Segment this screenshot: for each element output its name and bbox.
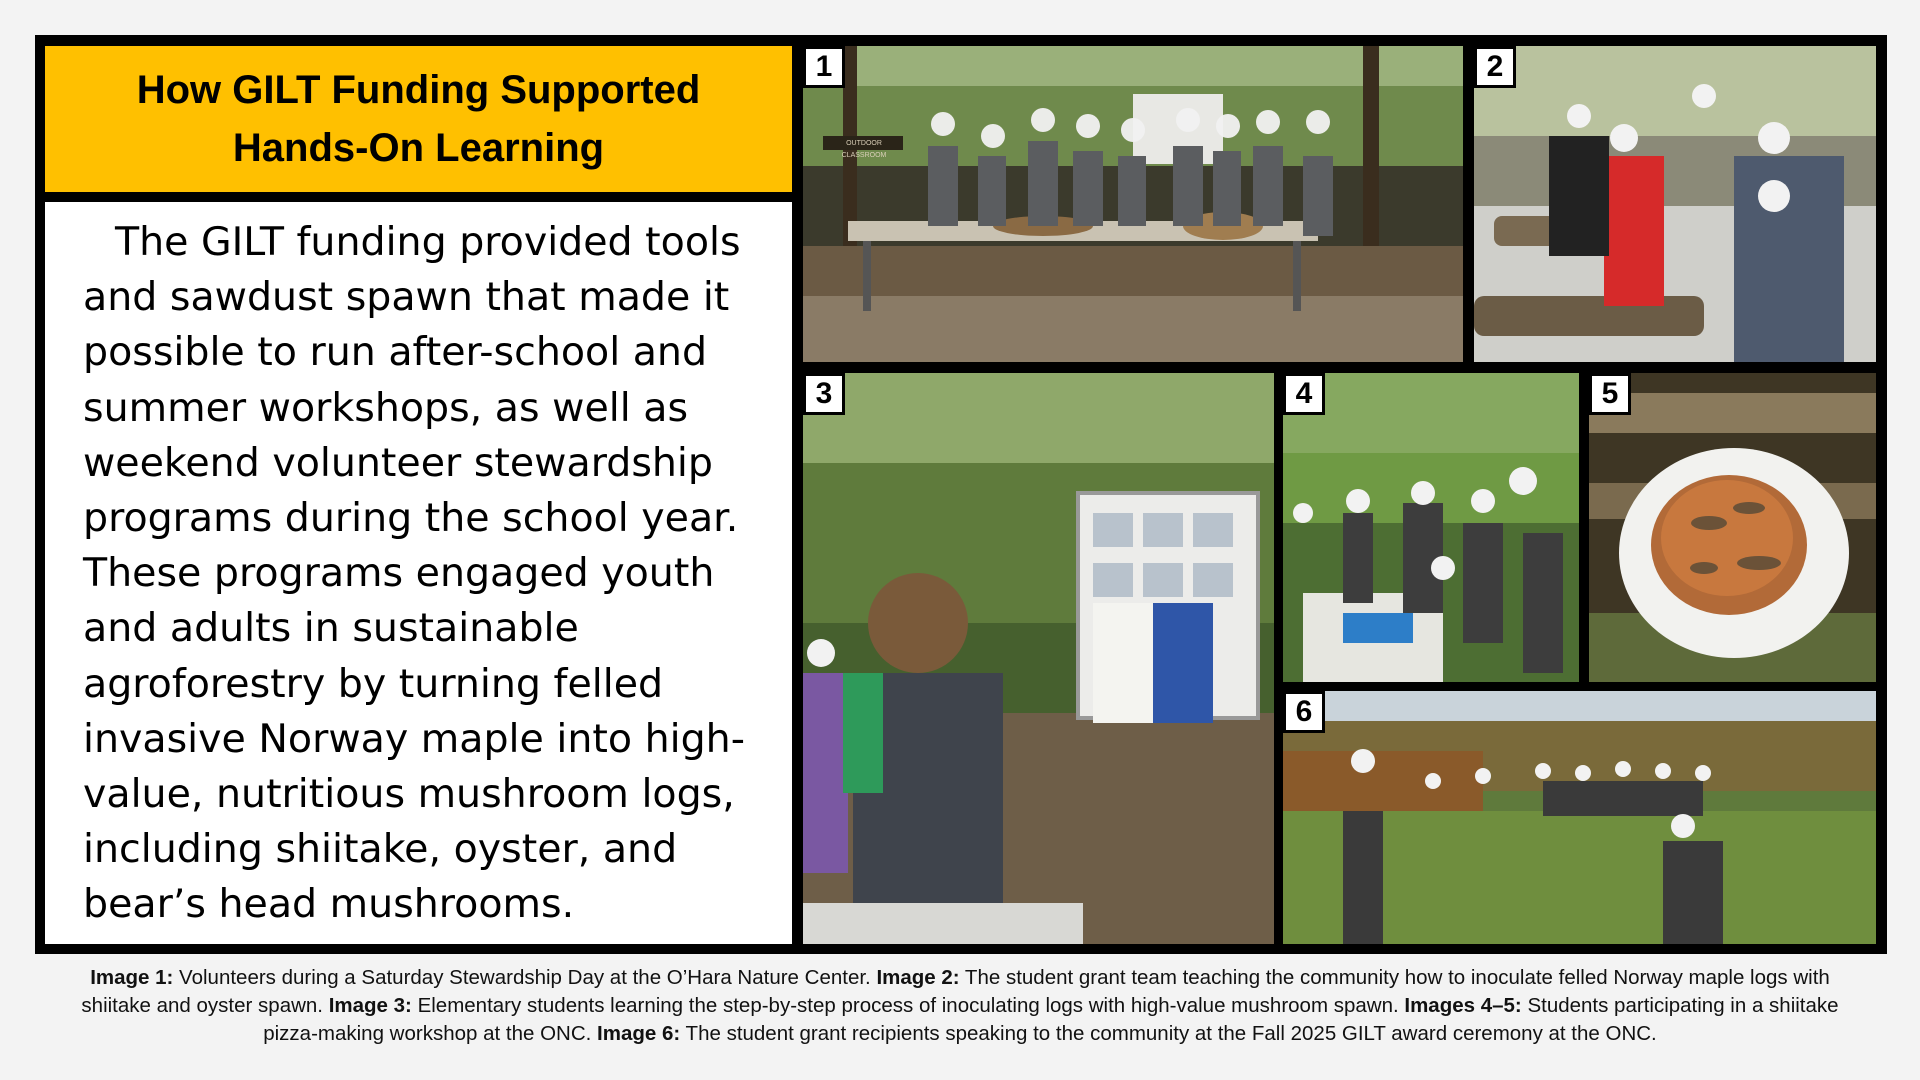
title-line-1: How GILT Funding Supported	[136, 68, 701, 112]
caption-label-3: Image 3:	[328, 994, 412, 1017]
figure-caption	[55, 964, 1865, 1048]
photo-1-sign-text: OUTDOOR CLASSROOM	[841, 140, 887, 159]
photo-2-image	[1474, 46, 1876, 362]
body-paragraph: The GILT funding provided tools and sawdust spawn that made it possible to run after-school and summer workshops, as well as weekend volunteer stewardship programs during the school year. These programs engaged youth and adults in sustainable agroforestry by turning felled invasive Norway maple into high-value, nutritious mushroom logs, including shiitake, oyster, and bear’s head mushrooms.	[83, 219, 745, 928]
photo-3	[803, 373, 1274, 944]
photo-4	[1283, 373, 1579, 682]
caption-text-2: The student grant team teaching the community how to inoculate felled Norway maple logs with shiitake and oyster spawn.	[81, 966, 1830, 1017]
photo-5-image	[1589, 373, 1876, 682]
body-text-panel	[45, 202, 792, 944]
photo-1-image	[803, 46, 1463, 362]
caption-label-4: Images 4–5:	[1404, 994, 1522, 1017]
photo-4-image	[1283, 373, 1579, 682]
page-title	[137, 61, 701, 177]
caption-label-5: Image 6:	[597, 1022, 681, 1045]
title-banner	[45, 46, 792, 192]
caption-text-5: The student grant recipients speaking to the community at the Fall 2025 GILT award ceremony at the ONC.	[680, 1022, 1657, 1045]
photo-6-image	[1283, 691, 1876, 944]
caption-text-1: Volunteers during a Saturday Stewardship Day at the O’Hara Nature Center.	[173, 966, 877, 989]
caption-text-3: Elementary students learning the step-by-step process of inoculating logs with high-value mushroom spawn.	[411, 994, 1405, 1017]
caption-label-1: Image 1:	[90, 966, 174, 989]
photo-3-image	[803, 373, 1274, 944]
title-line-2: Hands-On Learning	[232, 126, 605, 170]
photo-2-number-badge: 2	[1474, 46, 1516, 88]
photo-3-number-badge: 3	[803, 373, 845, 415]
photo-1	[803, 46, 1463, 362]
photo-4-number-badge: 4	[1283, 373, 1325, 415]
photo-6	[1283, 691, 1876, 944]
photo-5	[1589, 373, 1876, 682]
photo-1-number-badge: 1	[803, 46, 845, 88]
photo-5-number-badge: 5	[1589, 373, 1631, 415]
photo-2	[1474, 46, 1876, 362]
caption-label-2: Image 2:	[876, 966, 960, 989]
caption-text-4: Students participating in a shiitake pizza-making workshop at the ONC.	[263, 994, 1839, 1045]
photo-6-number-badge: 6	[1283, 691, 1325, 733]
